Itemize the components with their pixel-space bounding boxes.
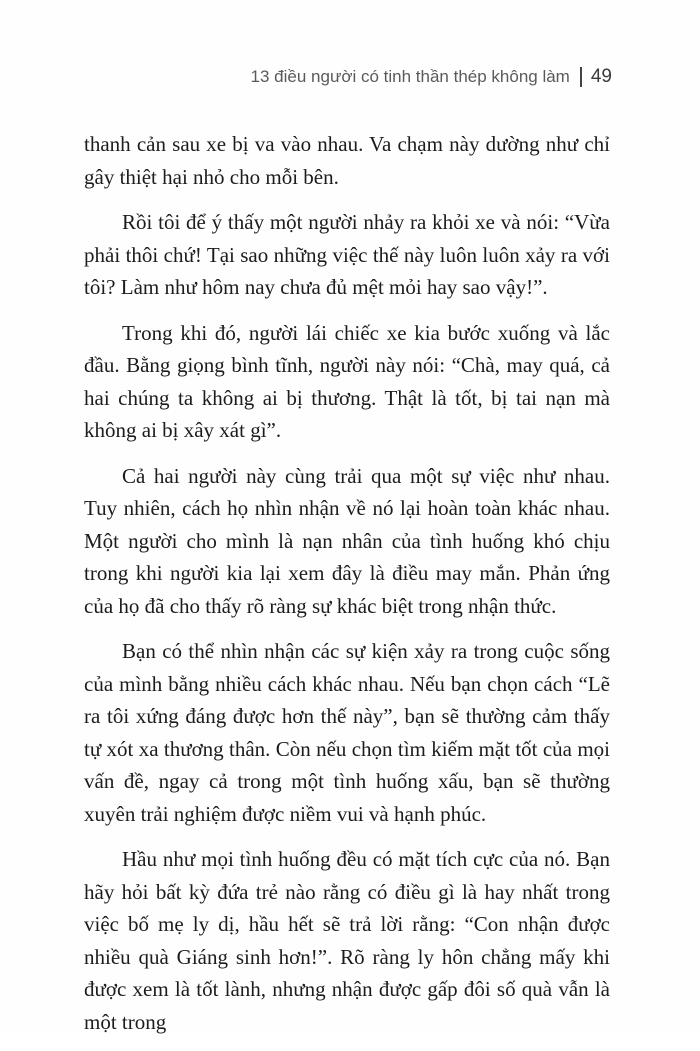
header-divider: [580, 67, 582, 87]
paragraph: Hầu như mọi tình huống đều có mặt tích cực của nó. Bạn hãy hỏi bất kỳ đứa trẻ nào rằng có điều gì là hay nhất trong việc bố mẹ ly dị, hầu hết sẽ trả lời rằng: “Con nhận được nhiều quà Giáng sinh hơn!”. Rõ ràng ly hôn chẳng mấy khi được xem là tốt lành, nhưng nhận được gấp đôi số quà vẫn là một trong: [84, 847, 610, 1034]
paragraph: Bạn có thể nhìn nhận các sự kiện xảy ra trong cuộc sống của mình bằng nhiều cách khác nhau. Nếu bạn chọn cách “Lẽ ra tôi xứng đáng được hơn thế này”, bạn sẽ thường cảm thấy tự xót xa thương thân. Còn nếu chọn tìm kiếm mặt tốt của mọi vấn đề, ngay cả trong một tình huống xấu, bạn sẽ thường xuyên trải nghiệm được niềm vui và hạnh phúc.: [84, 639, 610, 826]
page-number: 49: [590, 66, 612, 87]
paragraph: Rồi tôi để ý thấy một người nhảy ra khỏi xe và nói: “Vừa phải thôi chứ! Tại sao những việc thế này luôn luôn xảy ra với tôi? Làm như hôm nay chưa đủ mệt mỏi hay sao vậy!”.: [84, 210, 610, 299]
paragraph: Trong khi đó, người lái chiếc xe kia bước xuống và lắc đầu. Bằng giọng bình tĩnh, người này nói: “Chà, may quá, cả hai chúng ta không ai bị thương. Thật là tốt, bị tai nạn mà không ai bị xây xát gì”.: [84, 320, 610, 442]
body-text: [84, 128, 610, 1051]
paragraph: Cả hai người này cùng trải qua một sự việc như nhau. Tuy nhiên, cách họ nhìn nhận về nó lại hoàn toàn khác nhau. Một người cho mình là nạn nhân của tình huống khó chịu trong khi người kia lại xem đây là điều may mắn. Phản ứng của họ đã cho thấy rõ ràng sự khác biệt trong nhận thức.: [84, 463, 610, 618]
paragraph-continuation: thanh cản sau xe bị va vào nhau. Va chạm này dường như chỉ gây thiệt hại nhỏ cho mỗi bên.: [84, 132, 610, 189]
running-header: [251, 66, 612, 88]
book-title: 13 điều người có tinh thần thép không làm: [250, 67, 570, 86]
